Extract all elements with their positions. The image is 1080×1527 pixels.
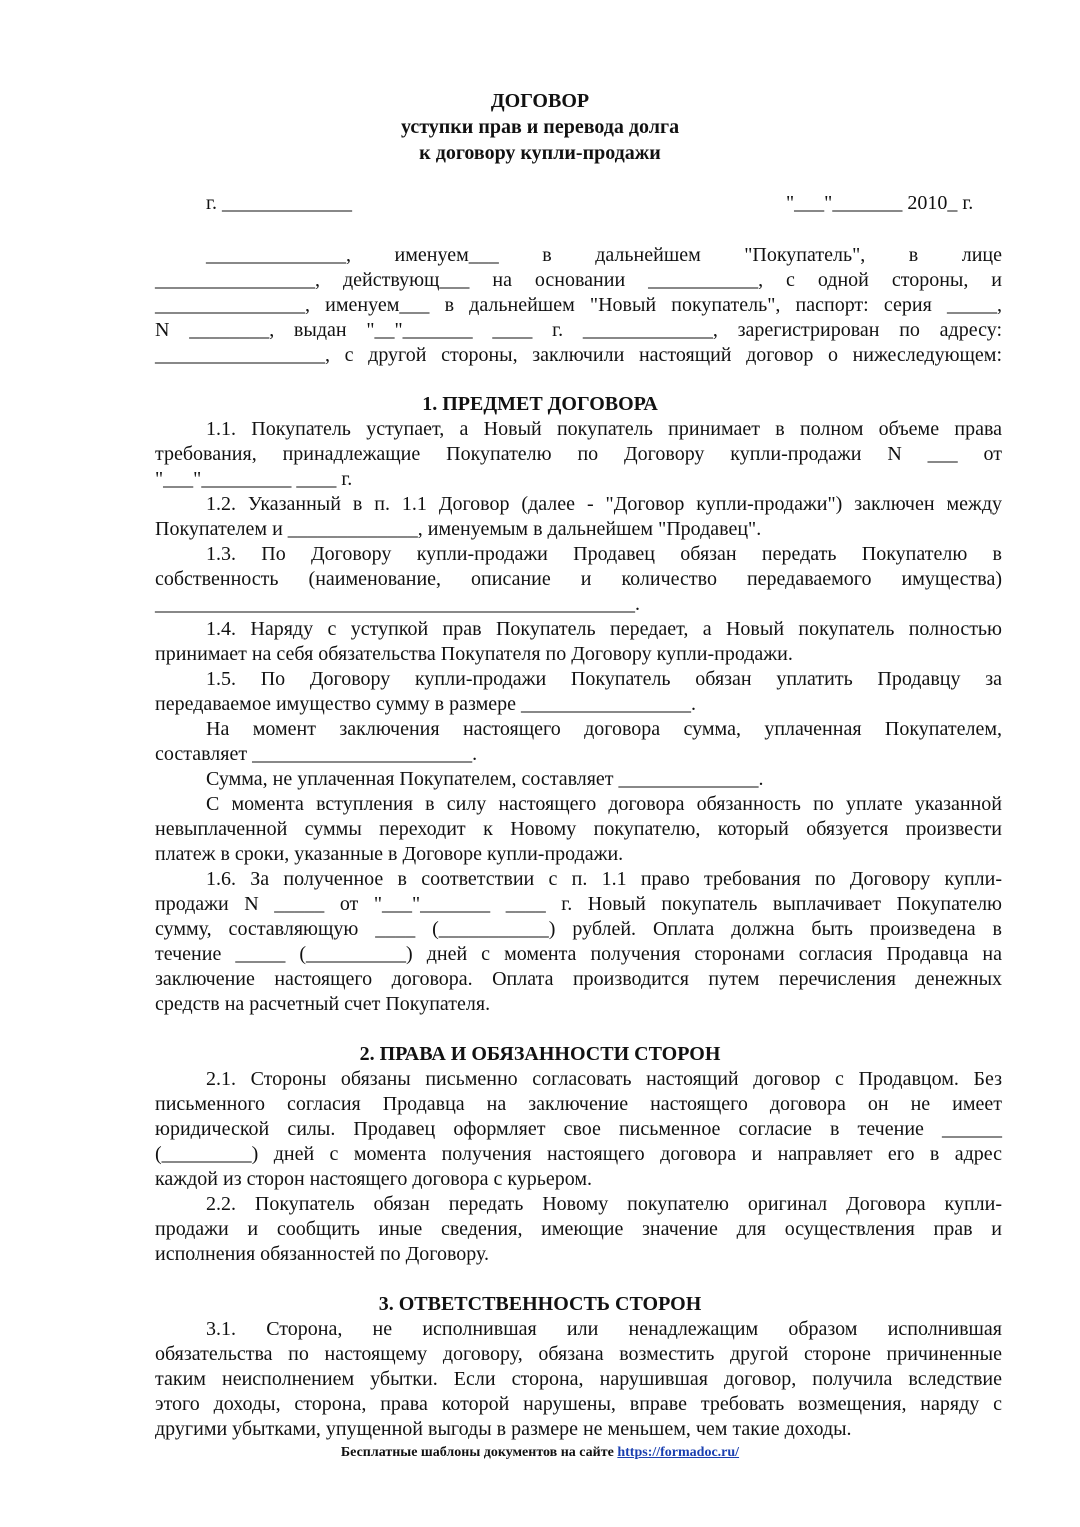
paragraph-line: требования, принадлежащие Покупателю по Договору купли-продажи N ___ от [155, 443, 1002, 465]
paragraph-line: 3.1. Сторона, не исполнившая или ненадлежащим образом исполнившая [206, 1318, 1002, 1340]
intro-line: ______________, именуем___ в дальнейшем "Покупатель", в лице [206, 244, 1002, 266]
paragraph-line: таким неисполнением убытки. Если сторона, нарушившая договор, получила вследствие [155, 1368, 1002, 1390]
paragraph-line: каждой из сторон настоящего договора с курьером. [155, 1168, 593, 1190]
date-field: "___"_______ 2010_ г. [786, 192, 974, 214]
paragraph-line: С момента вступления в силу настоящего договора обязанность по уплате указанной [206, 793, 1002, 815]
footer [0, 1445, 1080, 1461]
section-2-heading: 2. ПРАВА И ОБЯЗАННОСТИ СТОРОН [359, 1043, 721, 1065]
paragraph-line: продажи N _____ от "___"_______ ____ г. Новый покупатель выплачивает Покупателю [155, 893, 1002, 915]
paragraph-line: этого доходы, сторона, права которой нарушены, вправе требовать возмещения, наряду с [155, 1393, 1002, 1415]
footer-link[interactable]: https://formadoc.ru/ [617, 1445, 740, 1460]
paragraph-line: (_________) дней с момента получения настоящего договора и направляет его в адрес [155, 1143, 1002, 1165]
paragraph-line: течение _____ (__________) дней с момента получения сторонами согласия Продавца на [155, 943, 1002, 965]
paragraph-line: Сумма, не уплаченная Покупателем, составляет ______________. [206, 768, 764, 790]
paragraph-line: "___"_________ ____ г. [155, 468, 353, 490]
paragraph-line: 1.2. Указанный в п. 1.1 Договор (далее - "Договор купли-продажи") заключен между [206, 493, 1002, 515]
paragraph-line: заключение настоящего договора. Оплата производится путем перечисления денежных [155, 968, 1002, 990]
paragraph-line: другими убытками, упущенной выгоды в размере не меньшем, чем такие доходы. [155, 1418, 852, 1440]
section-1-heading: 1. ПРЕДМЕТ ДОГОВОРА [422, 393, 658, 415]
paragraph-line: средств на расчетный счет Покупателя. [155, 993, 491, 1015]
document-title [0, 88, 1080, 166]
title-line-1: ДОГОВОР [490, 90, 590, 112]
paragraph-line: невыплаченной суммы переходит к Новому покупателю, который обязуется произвести [155, 818, 1002, 840]
intro-line: _______________, именуем___ в дальнейшем "Новый покупатель", паспорт: серия _____, [155, 294, 1002, 316]
paragraph-line: 2.2. Покупатель обязан передать Новому покупателю оригинал Договора купли- [206, 1193, 1002, 1215]
paragraph-line: исполнения обязанностей по Договору. [155, 1243, 490, 1265]
paragraph-line: юридической силы. Продавец оформляет свое письменное согласие в течение ______ [155, 1118, 1002, 1140]
paragraph-line: На момент заключения настоящего договора сумма, уплаченная Покупателем, [206, 718, 1002, 740]
paragraph-line: 1.4. Наряду с уступкой прав Покупатель передает, а Новый покупатель полностью [206, 618, 1002, 640]
paragraph-line: платеж в сроки, указанные в Договоре купли-продажи. [155, 843, 624, 865]
intro-line: ________________, действующ___ на основании ___________, с одной стороны, и [155, 269, 1002, 291]
paragraph-line: Покупателем и _____________, именуемым в дальнейшем "Продавец". [155, 518, 762, 540]
paragraph-line: письменного согласия Продавца на заключение настоящего договора он не имеет [155, 1093, 1002, 1115]
city-field: г. _____________ [206, 192, 352, 214]
paragraph-line: 1.5. По Договору купли-продажи Покупатель обязан уплатить Продавцу за [206, 668, 1002, 690]
paragraph-line: передаваемое имущество сумму в размере _________________. [155, 693, 697, 715]
footer-text: Бесплатные шаблоны документов на сайте [340, 1445, 614, 1460]
paragraph-line: сумму, составляющую ____ (___________) рублей. Оплата должна быть произведена в [155, 918, 1002, 940]
paragraph-line: 1.6. За полученное в соответствии с п. 1.1 право требования по Договору купли- [206, 868, 1002, 890]
title-line-2: уступки прав и перевода долга [400, 116, 680, 138]
intro-line: _________________, с другой стороны, заключили настоящий договор о нижеследующем: [155, 344, 1002, 366]
title-line-3: к договору купли-продажи [419, 142, 661, 164]
paragraph-line: обязательства по настоящему договору, обязана возместить другой стороне причиненные [155, 1343, 1002, 1365]
paragraph-line: ________________________________________________. [155, 593, 640, 615]
intro-line: N ________, выдан "__"_______ ____ г. _____________, зарегистрирован по адресу: [155, 319, 1002, 341]
paragraph-line: принимает на себя обязательства Покупателя по Договору купли-продажи. [155, 643, 793, 665]
section-3-heading: 3. ОТВЕТСТВЕННОСТЬ СТОРОН [378, 1293, 702, 1315]
paragraph-line: 1.3. По Договору купли-продажи Продавец обязан передать Покупателю в [206, 543, 1002, 565]
paragraph-line: продажи и сообщить иные сведения, имеющие значение для осуществления прав и [155, 1218, 1002, 1240]
paragraph-line: 1.1. Покупатель уступает, а Новый покупатель принимает в полном объеме права [206, 418, 1002, 440]
paragraph-line: 2.1. Стороны обязаны письменно согласовать настоящий договор с Продавцом. Без [206, 1068, 1002, 1090]
paragraph-line: собственность (наименование, описание и количество передаваемого имущества) [155, 568, 1002, 590]
paragraph-line: составляет ______________________. [155, 743, 478, 765]
